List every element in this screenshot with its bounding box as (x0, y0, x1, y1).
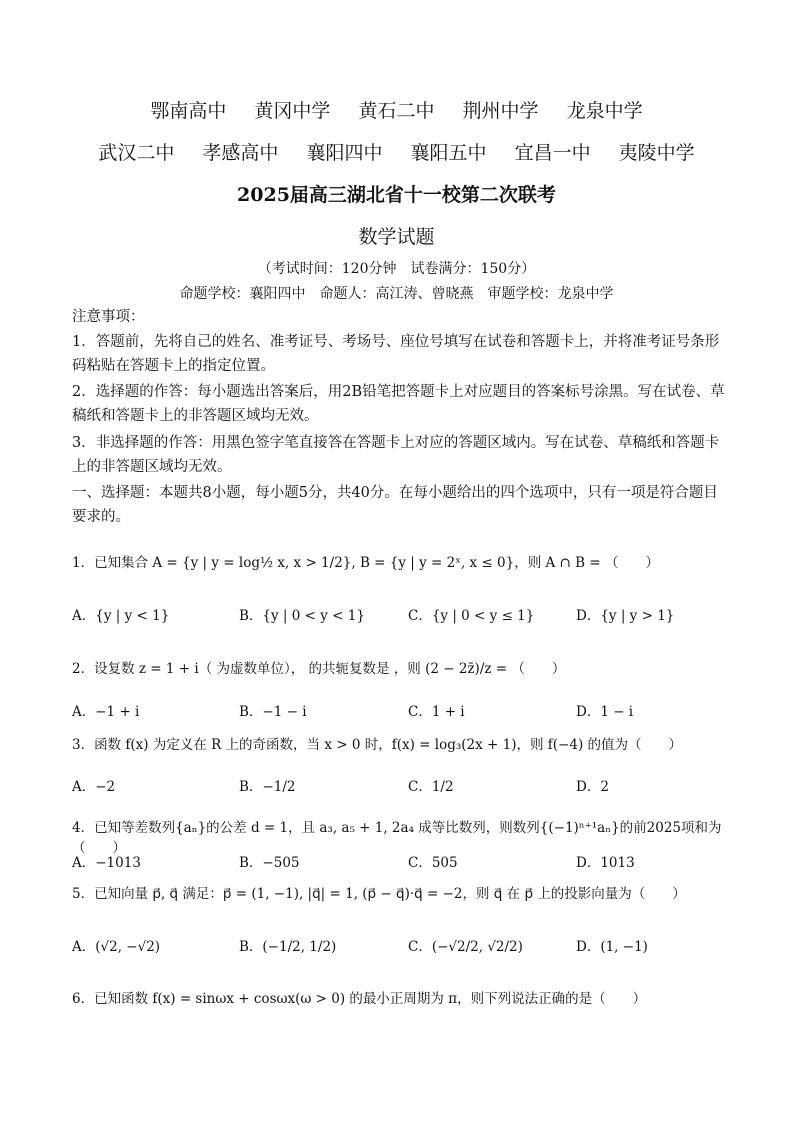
note-item: 3．非选择题的作答：用黑色签字笔直接答在答题卡上对应的答题区域内。写在试卷、草稿纸和答题卡上的非答题区域均无效。 (72, 435, 720, 475)
option-c: C．1 + i (408, 704, 465, 720)
note-item: 2．选择题的作答：每小题选出答案后，用2B铅笔把答题卡上对应题目的答案标号涂黑。写在试卷、草稿纸和答题卡上的非答题区域均无效。 (72, 384, 725, 424)
school-name: 鄂南高中 (150, 100, 227, 122)
option-a: A．−1 + i (72, 704, 140, 720)
school-name: 孝感高中 (202, 142, 279, 164)
school-name: 襄阳五中 (410, 142, 487, 164)
option-a: A．{y | y < 1} (72, 608, 170, 624)
option-c: C．1/2 (408, 779, 454, 795)
school-name: 黄冈中学 (254, 100, 331, 122)
option-a: A．−2 (72, 779, 116, 795)
question-stem: 2．设复数 z = 1 + i（ 为虚数单位）， 的共轭复数是 ，则 (2 − 2z̄)/z = （ ） (72, 661, 566, 677)
notes-title: 注意事项： (72, 309, 145, 325)
question-stem: 5．已知向量 p⃗, q⃗ 满足：p⃗ = (1, −1), |q⃗| = 1, (p⃗ − q⃗)·q⃗ = −2，则 q⃗ 在 p⃗ 上的投影向量为（ ） (72, 886, 686, 902)
question-stem: 6．已知函数 f(x) = sinωx + cosωx(ω > 0) 的最小正周期为 π，则下列说法正确的是（ ） (72, 991, 647, 1007)
option-d: D．1013 (576, 855, 635, 871)
option-b: B．{y | 0 < y < 1} (239, 608, 365, 624)
school-list-row-2 (0, 138, 793, 165)
option-b: B．−1 − i (239, 704, 307, 720)
note-item: 1．答题前，先将自己的姓名、准考证号、考场号、座位号填写在试卷和答题卡上，并将准考证号条形码粘贴在答题卡上的指定位置。 (72, 334, 720, 374)
section-heading: 一、选择题：本题共8小题，每小题5分，共40分。在每小题给出的四个选项中，只有一项是符合题目要求的。 (72, 485, 718, 525)
option-c: C．505 (408, 855, 458, 871)
question-stem: 3．函数 f(x) 为定义在 R 上的奇函数，当 x > 0 时，f(x) = log₃(2x + 1)，则 f(−4) 的值为（ ） (72, 737, 683, 753)
option-d: D．2 (576, 779, 609, 795)
exam-setters: 命题学校：襄阳四中 命题人：高江涛、曾晓燕 审题学校：龙泉中学 (179, 286, 614, 302)
school-name: 宜昌一中 (514, 142, 591, 164)
question-stem: 4．已知等差数列{aₙ}的公差 d = 1，且 a₃, a₅ + 1, 2a₄ 成等比数列，则数列{(−1)ⁿ⁺¹aₙ}的前2025项和为（ ） (72, 820, 722, 856)
option-a: A．(√2, −√2) (72, 939, 161, 955)
option-d: D．1 − i (576, 704, 634, 720)
school-name: 荆州中学 (462, 100, 539, 122)
question-stem: 1．已知集合 A = {y | y = log½ x, x > 1/2}, B = {y | y = 2ˣ, x ≤ 0}，则 A ∩ B = （ ） (72, 555, 659, 571)
option-c: C．{y | 0 < y ≤ 1} (408, 608, 535, 624)
option-a: A．−1013 (72, 855, 141, 871)
school-name: 武汉二中 (98, 142, 175, 164)
school-name: 龙泉中学 (566, 100, 643, 122)
option-b: B．(−1/2, 1/2) (239, 939, 337, 955)
school-name: 夷陵中学 (618, 142, 695, 164)
school-list-row-1 (0, 96, 793, 123)
school-name: 黄石二中 (358, 100, 435, 122)
option-b: B．−1/2 (239, 779, 296, 795)
exam-subject: 数学试题 (358, 226, 435, 248)
exam-title: 2025届高三湖北省十一校第二次联考 (237, 184, 556, 206)
school-name: 襄阳四中 (306, 142, 383, 164)
option-d: D．{y | y > 1} (576, 608, 675, 624)
option-b: B．−505 (239, 855, 300, 871)
option-c: C．(−√2/2, √2/2) (408, 939, 523, 955)
exam-time-info: （考试时间：120分钟 试卷满分：150分） (257, 261, 536, 277)
option-d: D．(1, −1) (576, 939, 648, 955)
